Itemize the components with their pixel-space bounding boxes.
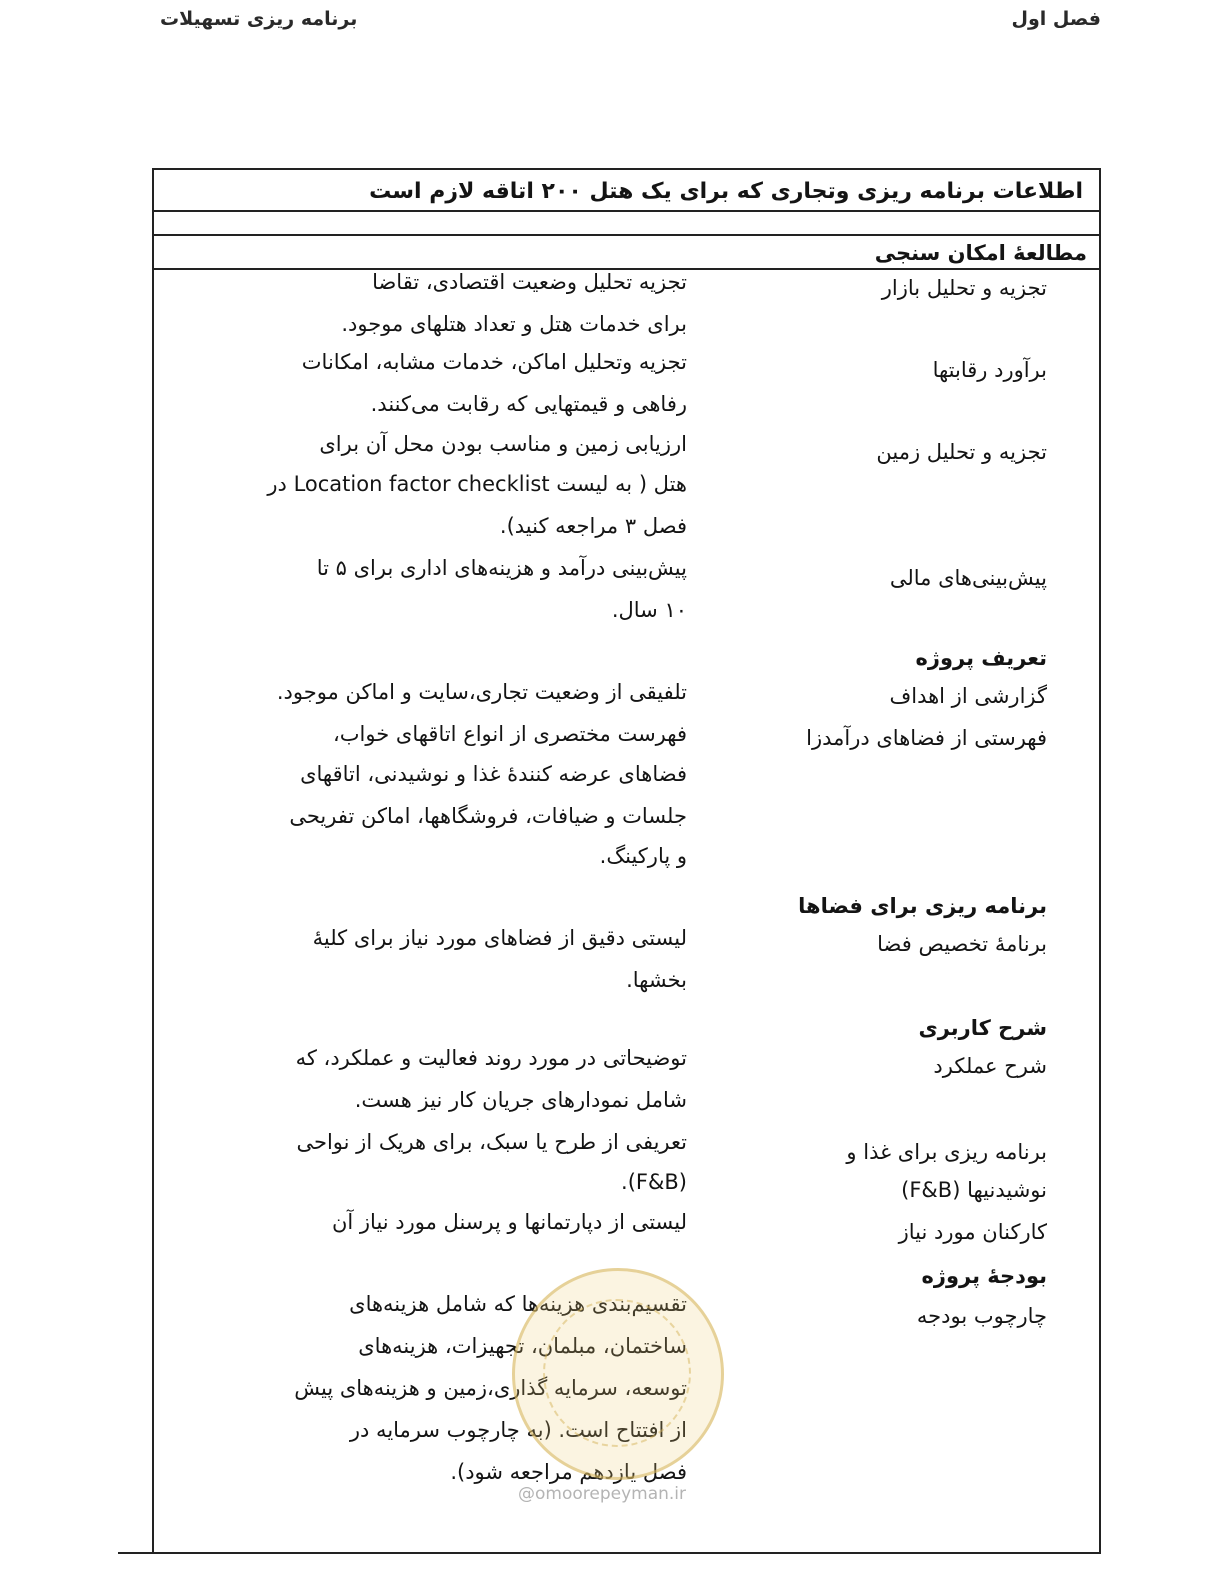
- desc-line: شامل نمودارهای جریان کار نیز هست.: [354, 1088, 687, 1112]
- desc-line: ارزیابی زمین و مناسب بودن محل آن برای: [319, 432, 687, 456]
- desc-line: تجزیه وتحلیل اماکن، خدمات مشابه، امکانات: [301, 350, 687, 374]
- desc-line: بخشها.: [626, 968, 687, 992]
- section-heading-space-planning: برنامه ریزی برای فضاها: [798, 894, 1047, 918]
- term-staff-required: کارکنان مورد نیاز: [898, 1220, 1047, 1244]
- desc-line: هتل ( به لیست Location factor checklist در: [267, 472, 687, 496]
- desc-line: ۱۰ سال.: [611, 598, 687, 622]
- desc-line: (F&B).: [621, 1170, 687, 1194]
- desc-line: برای خدمات هتل و تعداد هتلهای موجود.: [341, 312, 687, 336]
- desc-line: رفاهی و قیمتهایی که رقابت می‌کنند.: [370, 392, 687, 416]
- term-budget-framework: چارچوب بودجه: [916, 1304, 1047, 1328]
- desc-line: پیش‌بینی درآمد و هزینه‌های اداری برای ۵ تا: [316, 556, 687, 580]
- desc-line: و پارکینگ.: [599, 844, 687, 868]
- term-competition: برآورد رقابتها: [932, 358, 1047, 382]
- desc-line: فضاهای عرضه کنندهٔ غذا و نوشیدنی، اتاقهای: [300, 762, 687, 786]
- desc-line: فصل یازدهم مراجعه شود).: [450, 1460, 687, 1484]
- term-space-allocation: برنامهٔ تخصیص فضا: [877, 932, 1047, 956]
- term-market-analysis: تجزیه و تحلیل بازار: [881, 276, 1047, 300]
- watermark-url: @omoorepeyman.ir: [518, 1484, 687, 1504]
- table-spacer-row: [154, 214, 1099, 236]
- section-heading-use-description: شرح کاربری: [918, 1016, 1047, 1040]
- desc-line: جلسات و ضیافات، فروشگاهها، اماکن تفریحی: [289, 804, 687, 828]
- desc-line: لیستی از دپارتمانها و پرسنل مورد نیاز آن: [331, 1210, 687, 1234]
- desc-line: لیستی دقیق از فضاهای مورد نیاز برای کلیهٔ: [312, 926, 687, 950]
- desc-line: فصل ۳ مراجعه کنید).: [499, 514, 687, 538]
- table-title: اطلاعات برنامه ریزی وتجاری که برای یک هتل ۲۰۰ اتاقه لازم است: [154, 170, 1099, 212]
- term-revenue-spaces: فهرستی از فضاهای درآمدزا: [806, 726, 1047, 750]
- running-header-left: برنامه ریزی تسهیلات: [160, 8, 358, 30]
- feasibility-study-header: مطالعهٔ امکان سنجی: [154, 236, 1099, 270]
- desc-line: تلفیقی از وضعیت تجاری،سایت و اماکن موجود.: [276, 680, 687, 704]
- term-financial-forecast: پیش‌بینی‌های مالی: [889, 566, 1047, 590]
- desc-line: از افتتاح است. (به چارچوب سرمایه در: [349, 1418, 687, 1442]
- desc-line: تقسیم‌بندی هزینه‌ها که شامل هزینه‌های: [349, 1292, 687, 1316]
- desc-line: توسعه، سرمایه گذاری،زمین و هزینه‌های پیش: [294, 1376, 687, 1400]
- term-site-analysis: تجزیه و تحلیل زمین: [876, 440, 1047, 464]
- desc-line: ساختمان، مبلمان، تجهیزات، هزینه‌های: [358, 1334, 687, 1358]
- desc-line: تجزیه تحلیل وضعیت اقتصادی، تقاضا: [372, 270, 687, 294]
- term-goals-report: گزارشی از اهداف: [889, 684, 1047, 708]
- section-heading-project-budget: بودجهٔ پروژه: [921, 1264, 1047, 1288]
- desc-line: فهرست مختصری از انواع اتاقهای خواب،: [333, 722, 687, 746]
- desc-line: تعریفی از طرح یا سبک، برای هریک از نواحی: [296, 1130, 687, 1154]
- watermark-seal: [512, 1268, 724, 1480]
- term-fnb-planning-line2: نوشیدنیها (F&B): [901, 1178, 1047, 1202]
- term-fnb-planning: برنامه ریزی برای غذا و: [846, 1140, 1047, 1164]
- table-bottom-rule: [118, 1552, 1101, 1554]
- desc-line: توضیحاتی در مورد روند فعالیت و عملکرد، که: [295, 1046, 687, 1070]
- term-function-description: شرح عملکرد: [933, 1054, 1047, 1078]
- section-heading-project-definition: تعریف پروژه: [915, 646, 1047, 670]
- running-header-right: فصل اول: [1011, 8, 1101, 30]
